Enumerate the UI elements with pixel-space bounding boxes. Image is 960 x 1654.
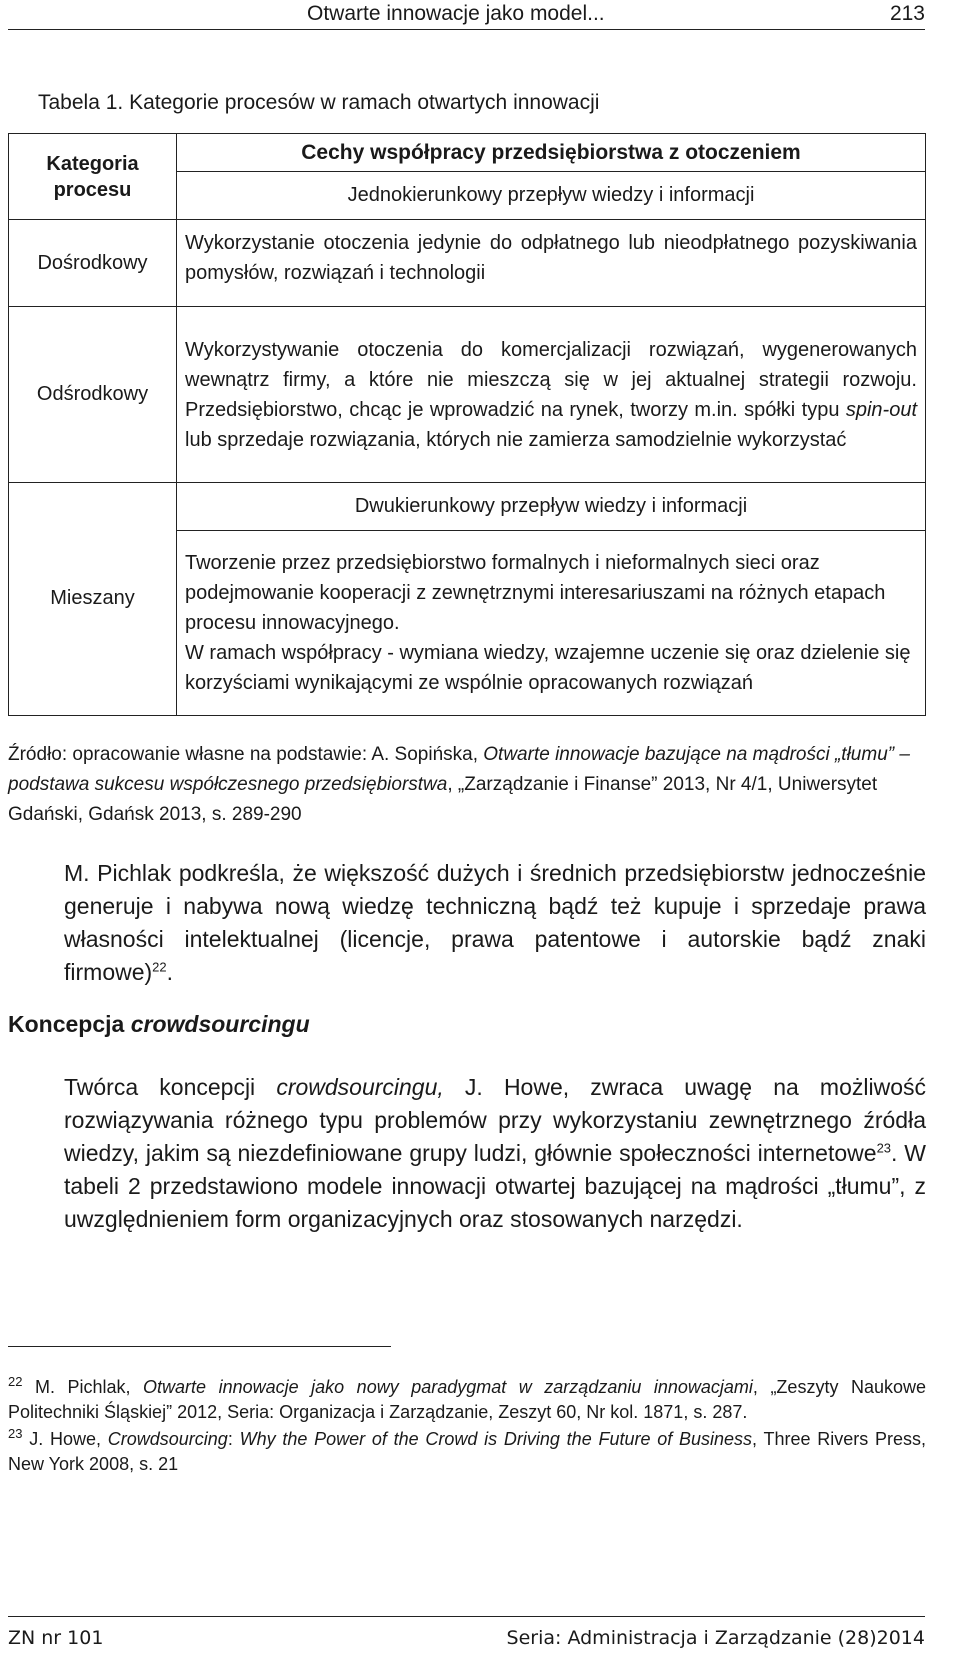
footnote-ref-22[interactable]: 22 (152, 959, 167, 975)
category-inbound: Dośrodkowy (9, 220, 177, 307)
description-outbound: Wykorzystywanie otoczenia do komercjalizacji rozwiązań, wygenerowanych wewnątrz firmy, a które nie mieszczą się w jej aktualnej strategii rozwoju. Przedsiębiorstwo, chcąc je wprowadzić na rynek, tworzy m.in. spółki typu spin-out lub sprzedaje rozwiązania, których nie zamierza samodzielnie wykorzystać (177, 307, 926, 483)
footer-series: Seria: Administracja i Zarządzanie (28)2014 (506, 1627, 925, 1649)
category-outbound: Odśrodkowy (9, 307, 177, 483)
footnote-22: $^{22}$ M. Pichlak, Otwarte innowacje jako nowy paradygmat w zarządzaniu innowacjami, „Zeszyty Naukowe Politechniki Śląskiej” 2012, Seria: Organizacja i Zarządzanie, Zeszyt 60, Nr kol. 1871, s. 287. (8, 1374, 926, 1422)
section-two-way-flow: Dwukierunkowy przepływ wiedzy i informacji (177, 483, 926, 531)
category-coupled: Mieszany (9, 507, 177, 692)
page-number: 213 (889, 2, 925, 25)
table-row (9, 220, 926, 307)
table-source: Źródło: opracowanie własne na podstawie: A. Sopińska, Otwarte innowacje bazujące na mądrości „tłumu” – podstawa sukcesu współczesnego przedsiębiorstwa, „Zarządzanie i Finanse” 2013, Nr 4/1, Uniwersytet Gdański, Gdańsk 2013, s. 289-290 (8, 744, 910, 825)
footnote-separator (8, 1346, 391, 1347)
column-header-features: Cechy współpracy przedsiębiorstwa z otoczeniem (177, 134, 926, 172)
footnote-23: $^{23}$ J. Howe, Crowdsourcing: Why the Power of the Crowd is Driving the Future of Business, Three Rivers Press, New York 2008, s. 21 (8, 1426, 926, 1474)
running-header (8, 0, 925, 30)
footer-journal: ZN nr 101 (8, 1627, 104, 1649)
paragraph-howe: Twórca koncepcji crowdsourcingu, J. Howe, zwraca uwagę na możliwość rozwiązywania różnego typu problemów przy wykorzystaniu zewnętrznego źródła wiedzy, jakim są niezdefiniowane grupy ludzi, głównie społeczności internetowe$^{23}$. W tabeli 2 przedstawiono modele innowacji otwartej bazującej na mądrości „tłumu”, z uwzględnieniem form organizacyjnych oraz stosowanych narzędzi. (64, 1074, 926, 1232)
spin-out-term: spin-out (845, 398, 917, 421)
description-inbound: Wykorzystanie otoczenia jedynie do odpłatnego lub nieodpłatnego pozyskiwania pomysłów, rozwiązań i technologii (177, 220, 926, 307)
table-header-row (9, 134, 926, 172)
footnote-ref-23[interactable]: 23 (876, 1140, 892, 1156)
column-header-category: Kategoria procesu (9, 134, 177, 220)
running-title: Otwarte innowacje jako model... (307, 2, 605, 25)
table-caption: Tabela 1. Kategorie procesów w ramach otwartych innowacji (38, 91, 600, 114)
paragraph-pichlak: M. Pichlak podkreśla, że większość dużych i średnich przedsiębiorstw jednocześnie generuje i nabywa nową wiedzę techniczną bądź też kupuje i sprzedaje prawa własności intelektualnej (licencje, prawa patentowe i autorskie bądź znaki firmowe)$^{22}$. (64, 860, 926, 985)
table-row (9, 307, 926, 483)
section-heading: Koncepcja crowdsourcingu (8, 1011, 310, 1037)
footnotes (8, 1375, 926, 1477)
table-row (9, 531, 926, 716)
description-coupled: Tworzenie przez przedsiębiorstwo formalnych i nieformalnych sieci oraz podejmowanie kooperacji z zewnętrznymi interesariuszami na różnych etapach procesu innowacyjnego. W ramach współpracy - wymiana wiedzy, wzajemne uczenie się oraz dzielenie się korzyściami wynikającymi ze wspólnie opracowanych rozwiązań (177, 531, 926, 716)
section-one-way-flow: Jednokierunkowy przepływ wiedzy i informacji (177, 172, 926, 220)
page-footer (8, 1616, 925, 1654)
process-categories-table (8, 133, 926, 716)
